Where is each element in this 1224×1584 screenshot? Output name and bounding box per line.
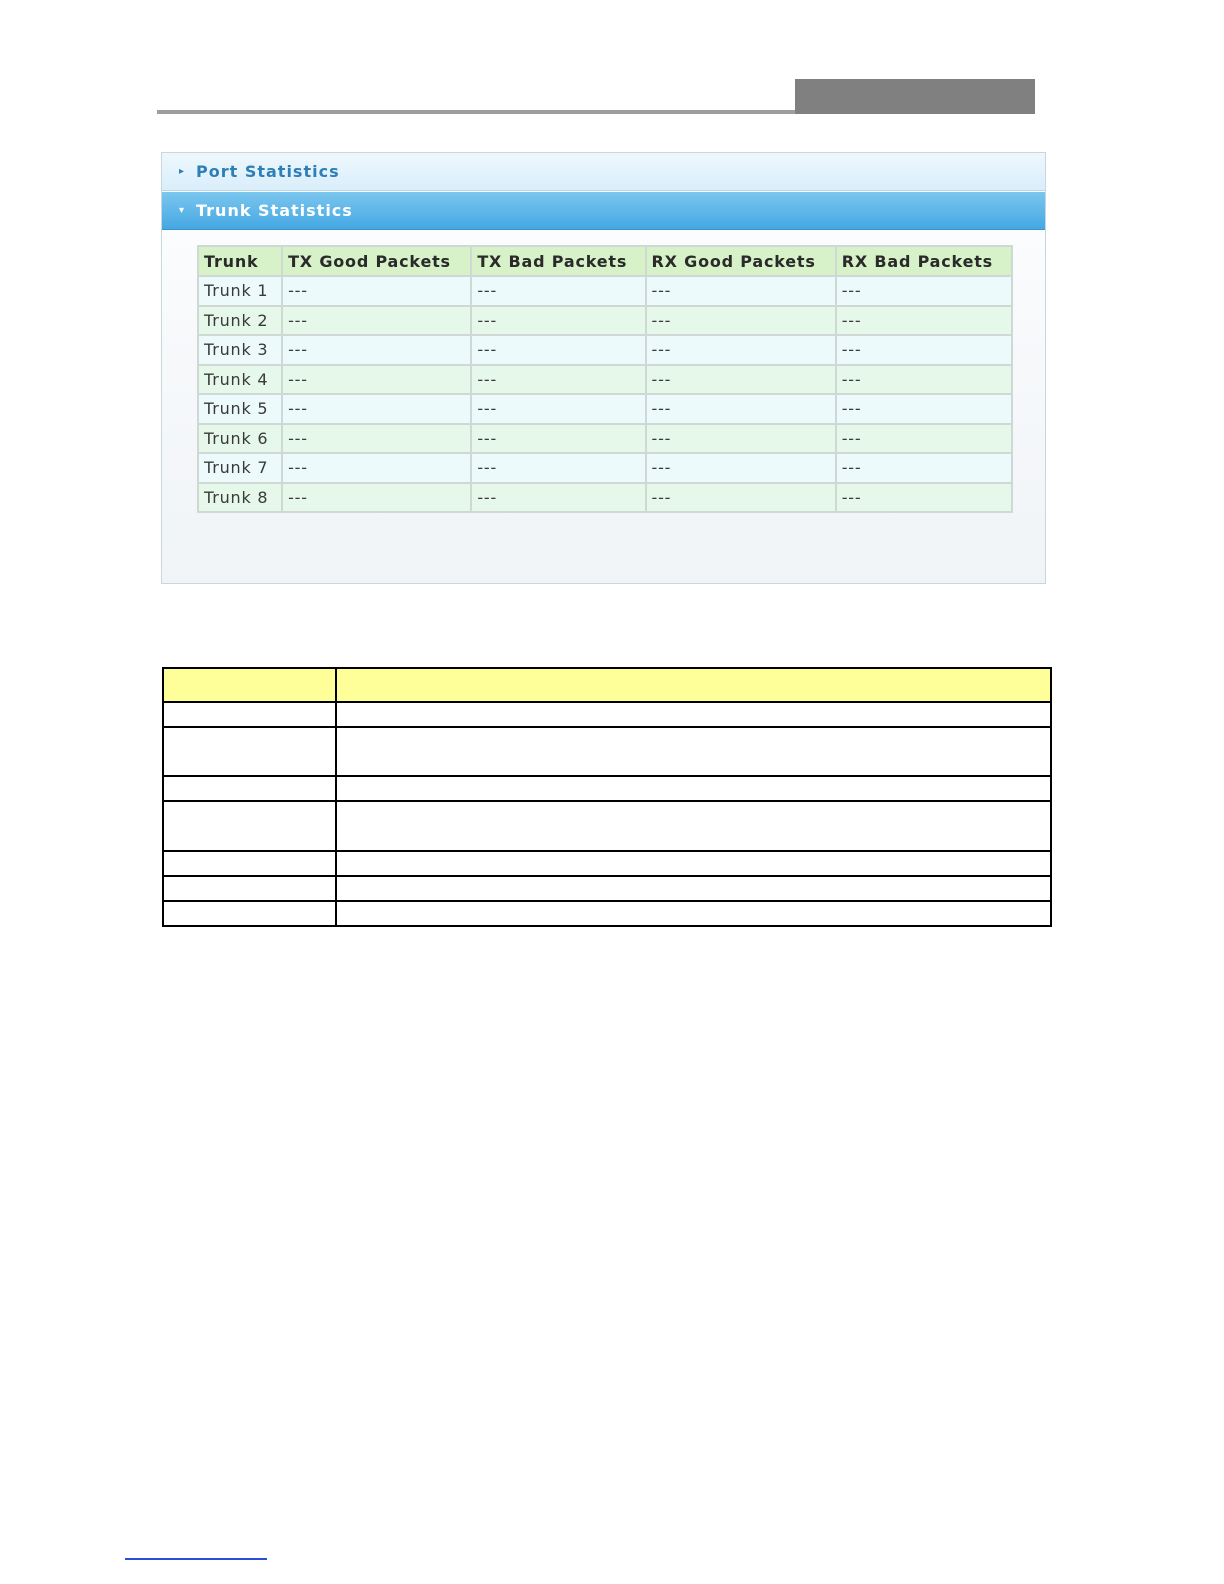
description-row — [163, 876, 1051, 901]
tx-bad-cell: --- — [471, 306, 645, 336]
tx-bad-cell: --- — [471, 483, 645, 513]
description-header-cell — [336, 668, 1051, 702]
tx-bad-cell: --- — [471, 276, 645, 306]
description-cell — [163, 801, 336, 851]
table-row — [198, 394, 1012, 424]
tx-bad-cell: --- — [471, 335, 645, 365]
tx-bad-cell: --- — [471, 394, 645, 424]
accordion-port-statistics-label: Port Statistics — [196, 162, 340, 181]
tx-good-cell: --- — [282, 453, 471, 483]
trunk-name-cell: Trunk 3 — [198, 335, 282, 365]
trunk-name-cell: Trunk 4 — [198, 365, 282, 395]
tx-bad-cell: --- — [471, 424, 645, 454]
table-row — [198, 424, 1012, 454]
footer-link-underline[interactable] — [125, 1558, 267, 1560]
rx-bad-cell: --- — [836, 453, 1012, 483]
rx-good-cell: --- — [646, 365, 836, 395]
description-cell — [163, 876, 336, 901]
rx-bad-cell: --- — [836, 306, 1012, 336]
description-cell — [163, 776, 336, 801]
table-row — [198, 453, 1012, 483]
tx-bad-cell: --- — [471, 365, 645, 395]
description-table — [162, 667, 1052, 927]
rx-good-cell: --- — [646, 276, 836, 306]
accordion-trunk-statistics[interactable] — [162, 192, 1045, 230]
rx-bad-cell: --- — [836, 424, 1012, 454]
description-cell — [163, 727, 336, 776]
rx-bad-cell: --- — [836, 394, 1012, 424]
description-cell — [336, 776, 1051, 801]
rx-bad-cell: --- — [836, 365, 1012, 395]
table-row — [198, 483, 1012, 513]
trunk-name-cell: Trunk 7 — [198, 453, 282, 483]
column-header-tx-good: TX Good Packets — [282, 246, 471, 276]
tx-good-cell: --- — [282, 306, 471, 336]
statistics-panel — [161, 152, 1046, 584]
tx-good-cell: --- — [282, 365, 471, 395]
description-cell — [336, 876, 1051, 901]
description-row — [163, 901, 1051, 926]
trunk-name-cell: Trunk 5 — [198, 394, 282, 424]
description-cell — [336, 702, 1051, 727]
caret-right-icon: ▸ — [178, 166, 186, 177]
trunk-statistics-table — [197, 245, 1013, 513]
description-cell — [336, 851, 1051, 876]
table-header-row — [198, 246, 1012, 276]
description-cell — [336, 901, 1051, 926]
column-header-tx-bad: TX Bad Packets — [471, 246, 645, 276]
tx-good-cell: --- — [282, 335, 471, 365]
description-header-row — [163, 668, 1051, 702]
description-cell — [336, 727, 1051, 776]
accordion-trunk-statistics-label: Trunk Statistics — [196, 201, 353, 220]
header-rule — [157, 110, 797, 114]
trunk-name-cell: Trunk 2 — [198, 306, 282, 336]
rx-bad-cell: --- — [836, 276, 1012, 306]
rx-bad-cell: --- — [836, 335, 1012, 365]
table-row — [198, 306, 1012, 336]
rx-bad-cell: --- — [836, 483, 1012, 513]
rx-good-cell: --- — [646, 424, 836, 454]
table-row — [198, 365, 1012, 395]
rx-good-cell: --- — [646, 335, 836, 365]
column-header-rx-bad: RX Bad Packets — [836, 246, 1012, 276]
trunk-name-cell: Trunk 8 — [198, 483, 282, 513]
description-cell — [163, 901, 336, 926]
rx-good-cell: --- — [646, 483, 836, 513]
description-row — [163, 801, 1051, 851]
rx-good-cell: --- — [646, 394, 836, 424]
description-row — [163, 851, 1051, 876]
description-cell — [163, 851, 336, 876]
trunk-name-cell: Trunk 6 — [198, 424, 282, 454]
description-row — [163, 702, 1051, 727]
column-header-trunk: Trunk — [198, 246, 282, 276]
tx-bad-cell: --- — [471, 453, 645, 483]
description-row — [163, 776, 1051, 801]
description-cell — [336, 801, 1051, 851]
tx-good-cell: --- — [282, 276, 471, 306]
table-row — [198, 335, 1012, 365]
description-cell — [163, 702, 336, 727]
header-tab-block — [795, 79, 1035, 114]
trunk-name-cell: Trunk 1 — [198, 276, 282, 306]
tx-good-cell: --- — [282, 394, 471, 424]
rx-good-cell: --- — [646, 453, 836, 483]
tx-good-cell: --- — [282, 483, 471, 513]
table-row — [198, 276, 1012, 306]
column-header-rx-good: RX Good Packets — [646, 246, 836, 276]
description-row — [163, 727, 1051, 776]
rx-good-cell: --- — [646, 306, 836, 336]
description-header-cell — [163, 668, 336, 702]
caret-down-icon: ▾ — [178, 205, 186, 216]
accordion-port-statistics[interactable] — [162, 153, 1045, 191]
tx-good-cell: --- — [282, 424, 471, 454]
